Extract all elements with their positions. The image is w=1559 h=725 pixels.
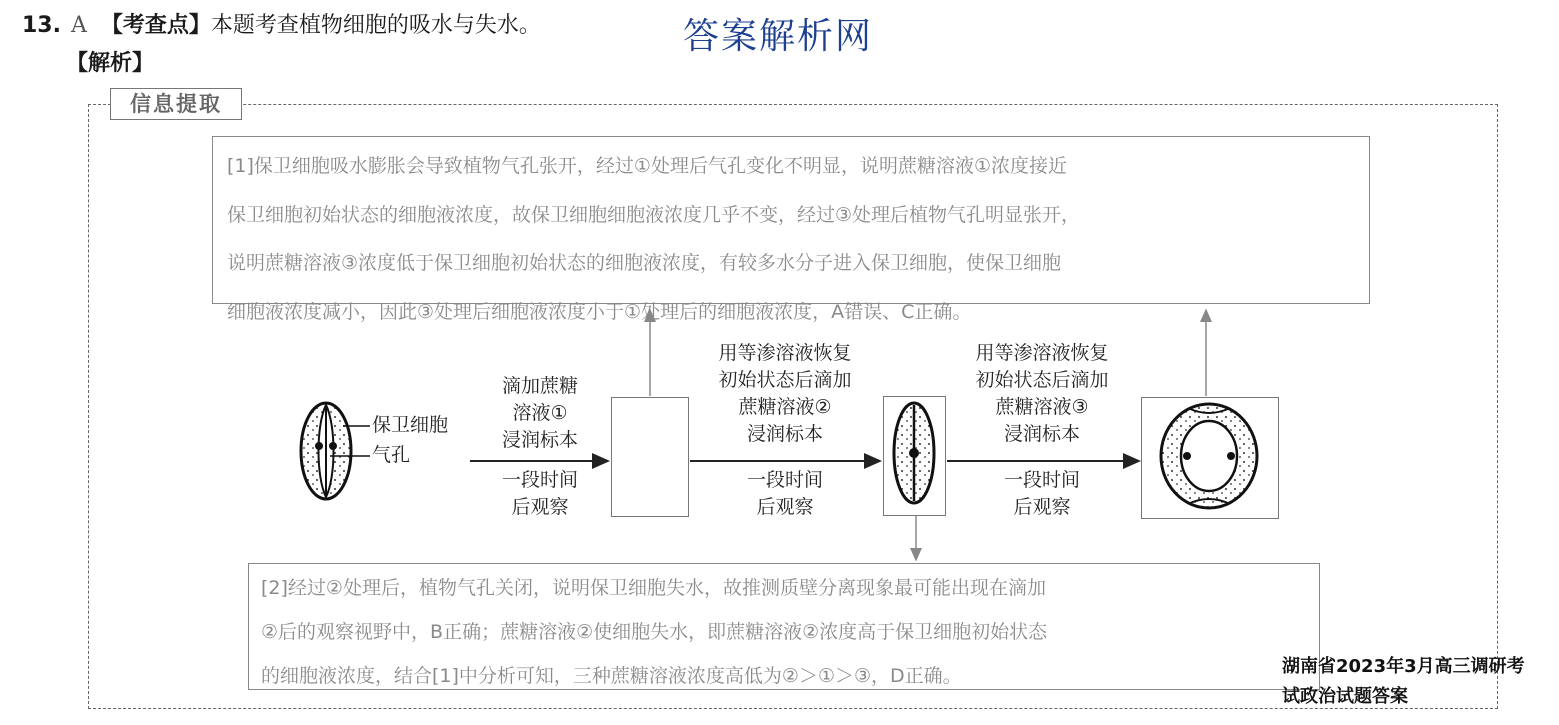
box2-line-2: ②后的观察视野中，B正确；蔗糖溶液②使细胞失水，即蔗糖溶液②浓度高于保卫细胞初始状态 xyxy=(261,621,1048,643)
box1-line-1: [1]保卫细胞吸水膨胀会导致植物气孔张开，经过①处理后气孔变化不明显，说明蔗糖溶液①浓度接近 xyxy=(227,155,1067,177)
step3-top-line-2: 初始状态后滴加 xyxy=(975,369,1109,391)
step3-bottom-label xyxy=(947,467,1137,521)
label-guard-cell: 保卫细胞 xyxy=(372,414,449,436)
step1-top-line-3: 浸润标本 xyxy=(501,429,578,451)
box2-line-3: 的细胞液浓度，结合[1]中分析可知，三种蔗糖溶液浓度高低为②＞①＞③，D正确。 xyxy=(261,665,962,687)
box1-line-4: 细胞液浓度减小，因此③处理后细胞液浓度小于①处理后的细胞液浓度，A错误、C正确。 xyxy=(227,300,972,323)
step1-top-label xyxy=(474,373,606,454)
box1-line-2: 保卫细胞初始状态的细胞液浓度，故保卫细胞细胞液浓度几乎不变，经过③处理后植物气孔明显张开， xyxy=(227,203,1081,226)
step3-top-line-4: 浸润标本 xyxy=(1003,423,1080,445)
cell-frame-3 xyxy=(1141,397,1279,519)
box2-line-1: [2]经过②处理后，植物气孔关闭，说明保卫细胞失水，故推测质壁分离现象最可能出现在滴加 xyxy=(261,577,1046,599)
step2-bottom-line-2: 后观察 xyxy=(756,496,814,518)
step3-top-line-3: 蔗糖溶液③ xyxy=(995,396,1089,418)
watermark-text: 答案解析网 xyxy=(683,16,874,57)
step1-top-line-1: 滴加蔗糖 xyxy=(501,375,578,397)
step2-bottom-label xyxy=(690,467,880,521)
step2-top-line-3: 蔗糖溶液② xyxy=(738,396,832,418)
step3-top-label xyxy=(947,340,1137,448)
step2-top-line-2: 初始状态后滴加 xyxy=(718,369,852,391)
analysis-heading: 【解析】 xyxy=(66,51,155,76)
initial-stoma xyxy=(301,403,370,499)
step2-bottom-line-1: 一段时间 xyxy=(746,469,823,491)
cell-frame-2 xyxy=(883,396,946,516)
corner-caption xyxy=(1282,652,1525,712)
step1-top-line-2: 溶液① xyxy=(512,402,568,424)
question-answer: A xyxy=(70,13,87,38)
step1-bottom-label xyxy=(474,467,606,521)
question-number: 13. xyxy=(22,13,61,38)
step3-bottom-line-1: 一段时间 xyxy=(1003,469,1080,491)
step1-bottom-line-2: 后观察 xyxy=(511,496,569,518)
label-stoma: 气孔 xyxy=(372,444,411,466)
cell-frame-1 xyxy=(611,397,689,517)
corner-line-2: 试政治试题答案 xyxy=(1282,686,1408,707)
question-topic: 本题考查植物细胞的吸水与失水。 xyxy=(210,13,541,38)
step1-bottom-line-1: 一段时间 xyxy=(501,469,578,491)
info-tab: 信息提取 xyxy=(110,88,242,120)
step2-top-line-1: 用等渗溶液恢复 xyxy=(718,342,852,364)
step2-top-line-4: 浸润标本 xyxy=(746,423,823,445)
box1-line-3: 说明蔗糖溶液③浓度低于保卫细胞初始状态的细胞液浓度，有较多水分子进入保卫细胞，使保卫细胞 xyxy=(227,252,1062,274)
step3-bottom-line-2: 后观察 xyxy=(1013,496,1071,518)
step2-top-label xyxy=(690,340,880,448)
corner-line-1: 湖南省2023年3月高三调研考 xyxy=(1282,656,1525,677)
step3-top-line-1: 用等渗溶液恢复 xyxy=(975,342,1109,364)
question-tag: 【考查点】 xyxy=(100,13,211,38)
